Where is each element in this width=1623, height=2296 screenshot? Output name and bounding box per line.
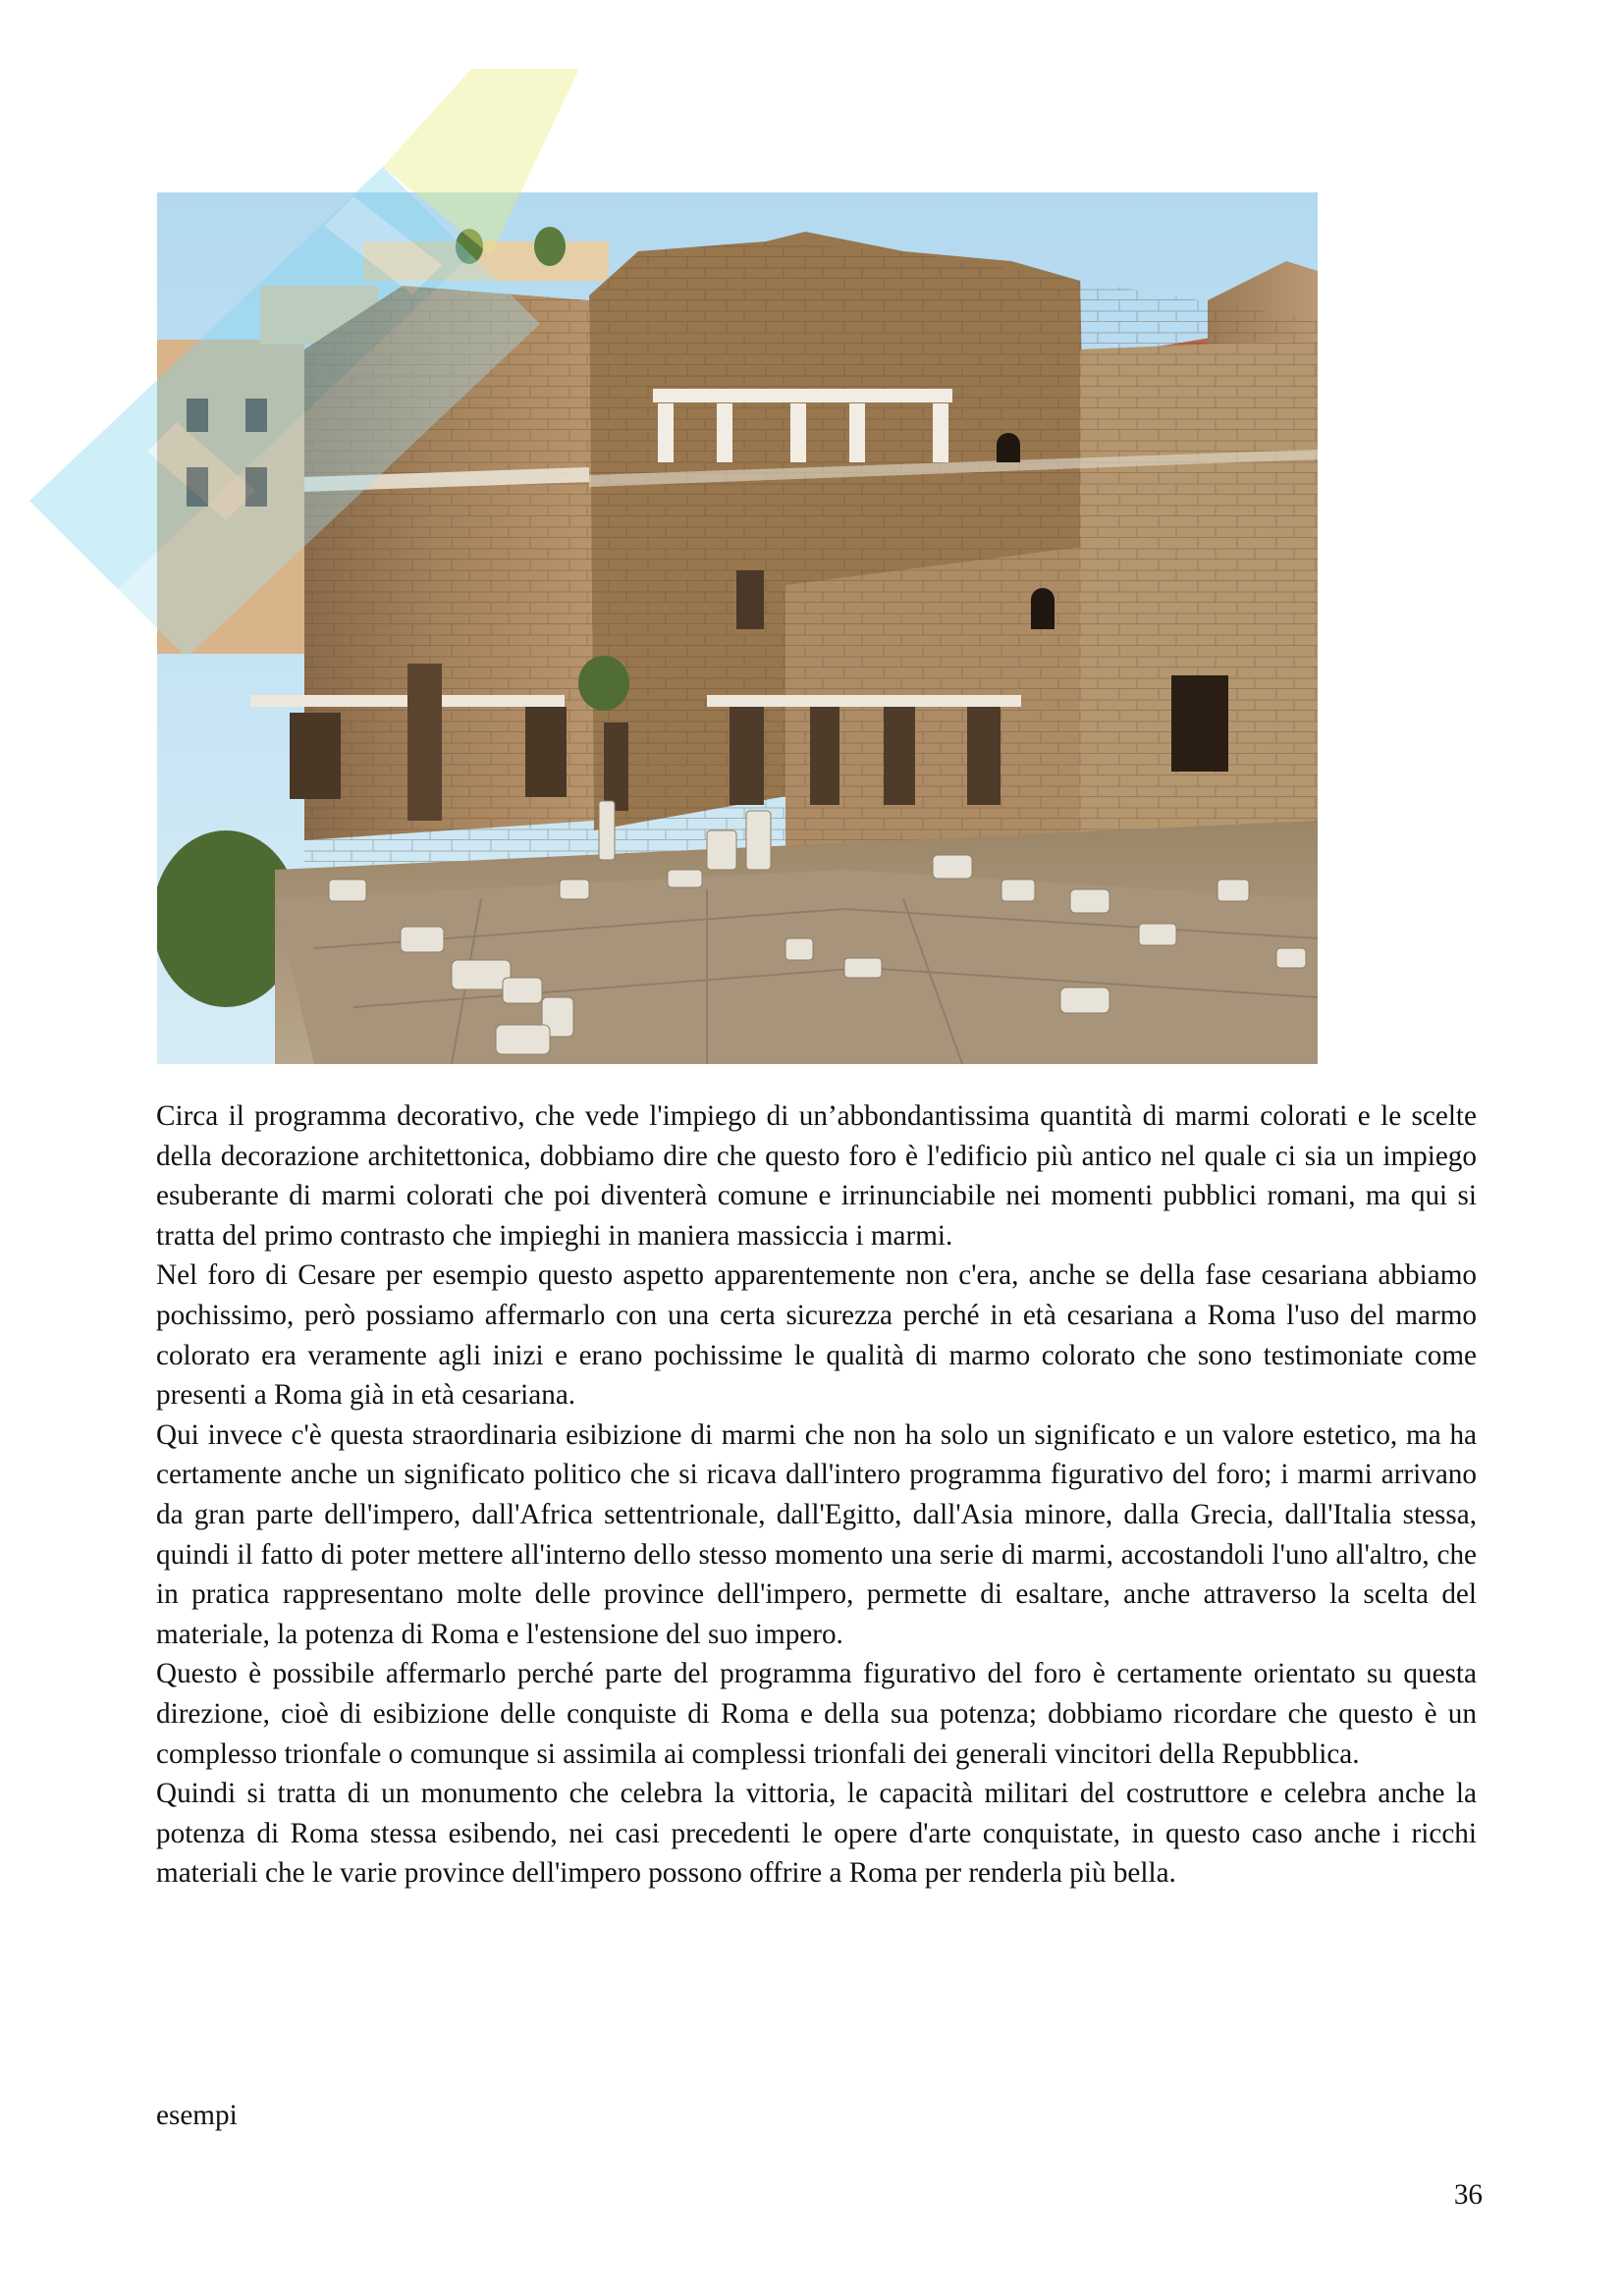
paragraph: Qui invece c'è questa straordinaria esibizione di marmi che non ha solo un significato e un valore estetico, ma ha certamente anche un significato politico che si ricava dall'intero programma figurativo del foro; i marmi arrivano da gran parte dell'impero, dall'Africa settentrionale, dall'Egitto, dall'Asia minore, dalla Grecia, dall'Italia stessa, quindi il fatto di poter mettere all'interno dello stesso momento una serie di marmi, accostandoli l'uno all'altro, che in pratica rappresentano molte delle province dell'impero, permette di esaltare, anche attraverso la scelta del materiale, la potenza di Roma e l'estensione del suo impero. [156, 1418, 1477, 1650]
ruins-photo [157, 192, 1318, 1064]
background-building [157, 340, 304, 654]
ruins-photo-illustration [157, 192, 1318, 1064]
paragraph: Quindi si tratta di un monumento che celebra la vittoria, le capacità militari del costruttore e celebra anche la potenza di Roma stessa esibendo, nei casi precedenti le opere d'arte conquistate, in questo caso anche i ricchi materiali che le varie province dell'impero possono offrire a Roma per renderla più bella. [156, 1778, 1477, 1890]
paragraph: Nel foro di Cesare per esempio questo aspetto apparentemente non c'era, anche se della fase cesariana abbiamo pochissimo, però possiamo affermarlo con una certa sicurezza perché in età cesariana a Roma l'uso del marmo colorato era veramente agli inizi e erano pochissime le qualità di marmo colorato che sono testimoniate come presenti a Roma già in età cesariana. [156, 1259, 1477, 1412]
paragraph: Questo è possibile affermarlo perché parte del programma figurativo del foro è certamente orientato su questa direzione, cioè di esibizione delle conquiste di Roma e della sua potenza; dobbiamo ricordare che questo è un complesso trionfale o comunque si assimila ai complessi trionfali dei generali vincitori della Repubblica. [156, 1658, 1477, 1770]
body-text [156, 1096, 1477, 1894]
paragraph: Circa il programma decorativo, che vede l'impiego di un’abbondantissima quantità di marmi colorati e le scelte della decorazione architettonica, dobbiamo dire che questo foro è l'edificio più antico nel quale ci sia un impiego esuberante di marmi colorati che poi diventerà comune e irrinunciabile nei momenti pubblici romani, ma qui si tratta del primo contrasto che impieghi in maniera massiccia i marmi. [156, 1100, 1477, 1252]
trailing-word: esempi [156, 2100, 238, 2131]
page-number: 36 [1453, 2179, 1483, 2211]
